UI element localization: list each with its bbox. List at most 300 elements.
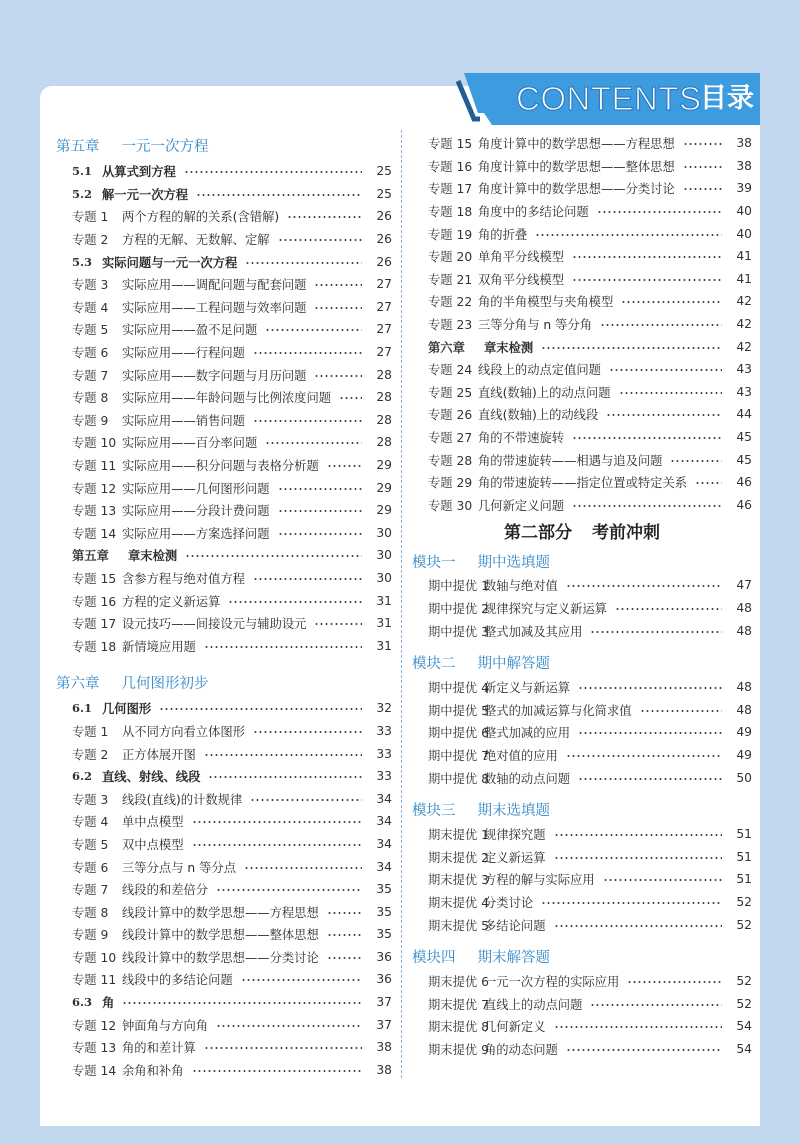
entry-number: 期末提优 7: [428, 997, 489, 1012]
entry-title: 数轴的动点问题: [484, 771, 571, 786]
page-number: 50: [736, 770, 752, 785]
entry-title: 直线上的动点问题: [484, 997, 583, 1012]
topic-entry[interactable]: [72, 318, 392, 341]
dot-leader: [314, 307, 362, 309]
dot-leader: [204, 1047, 362, 1049]
topic-entry[interactable]: [428, 992, 752, 1015]
entry-title: 分类讨论: [484, 895, 534, 910]
entry-title: 实际应用——盈不足问题: [122, 323, 258, 338]
entry-number: 专题 8: [72, 905, 109, 920]
page-number: 30: [376, 548, 392, 563]
topic-entry[interactable]: [72, 634, 392, 657]
dot-leader: [554, 834, 723, 836]
entry-number: 专题 6: [72, 346, 109, 361]
page-number: 38: [736, 136, 752, 151]
dot-leader: [327, 934, 362, 936]
section-entry[interactable]: [72, 250, 392, 273]
entry-title: 数轴与绝对值: [484, 579, 558, 594]
dot-leader: [541, 902, 722, 904]
page-number: 40: [736, 204, 752, 219]
section-entry[interactable]: [72, 765, 392, 788]
section-entry[interactable]: [72, 991, 392, 1014]
entry-title: 角的带速旋转——指定位置或特定关系: [478, 476, 688, 491]
page-number: 49: [736, 725, 752, 740]
entry-title: 解一元一次方程: [102, 187, 189, 202]
dot-leader: [287, 216, 362, 218]
entry-title: 两个方程的解的关系(含错解): [122, 210, 280, 225]
contents-header-tab: [456, 73, 760, 125]
page-number: 42: [736, 339, 752, 354]
dot-leader: [683, 143, 722, 145]
dot-leader: [554, 925, 723, 927]
chapter-test-entry[interactable]: [428, 335, 752, 358]
entry-title: 实际应用——方案选择问题: [122, 526, 270, 541]
entry-title: 整式加减及其应用: [484, 624, 583, 639]
topic-entry[interactable]: [72, 1013, 392, 1036]
entry-number: 专题 14: [72, 526, 117, 541]
module-heading[interactable]: [412, 652, 752, 674]
page-number: 41: [736, 249, 752, 264]
entry-number: 期末提优 5: [428, 918, 489, 933]
chapter-title: 几何图形初步: [121, 675, 209, 692]
dot-leader: [683, 188, 722, 190]
topic-entry[interactable]: [428, 913, 752, 936]
topic-entry[interactable]: [428, 200, 752, 223]
dot-leader: [578, 732, 722, 734]
page-number: 29: [376, 458, 392, 473]
topic-entry[interactable]: [72, 787, 392, 810]
topic-entry[interactable]: [428, 698, 752, 721]
entry-title: 实际应用——积分问题与表格分析题: [122, 459, 319, 474]
page-number: 52: [736, 917, 752, 932]
dot-leader: [578, 778, 722, 780]
entry-number: 期中提优 7: [428, 748, 489, 763]
entry-title: 角的不带速旋转: [478, 431, 565, 446]
entry-number: 专题 23: [428, 318, 473, 333]
entry-number: 专题 5: [72, 837, 109, 852]
dot-leader: [554, 1026, 723, 1028]
entry-number: 5.3: [72, 254, 93, 269]
entry-number: 专题 26: [428, 408, 473, 423]
topic-entry[interactable]: [428, 766, 752, 789]
entry-title: 规律探究题: [484, 828, 546, 843]
entry-title: 角度计算中的数学思想——分类讨论: [478, 182, 675, 197]
topic-entry[interactable]: [428, 403, 752, 426]
page-number: 28: [376, 367, 392, 382]
page-number: 34: [376, 814, 392, 829]
dot-leader: [159, 708, 362, 710]
page-number: 29: [376, 503, 392, 518]
dot-leader: [621, 301, 722, 303]
topic-entry[interactable]: [72, 968, 392, 991]
module-heading[interactable]: [412, 946, 752, 968]
module-title: 期中解答题: [477, 656, 550, 673]
section-entry[interactable]: [72, 183, 392, 206]
page-number: 48: [736, 702, 752, 717]
module-entries: [412, 823, 752, 936]
entry-number: 期末提优 6: [428, 975, 489, 990]
dot-leader: [184, 171, 362, 173]
topic-entry[interactable]: [72, 386, 392, 409]
topic-entry[interactable]: [72, 833, 392, 856]
page-number: 30: [376, 570, 392, 585]
topic-entry[interactable]: [428, 970, 752, 993]
entry-title: 几何新定义: [484, 1020, 546, 1035]
topic-entry[interactable]: [428, 868, 752, 891]
page-number: 29: [376, 480, 392, 495]
topic-entry[interactable]: [72, 431, 392, 454]
entry-number: 期末提优 8: [428, 1020, 489, 1035]
entry-title: 从算式到方程: [102, 165, 176, 180]
dot-leader: [695, 482, 722, 484]
entry-title: 单中点模型: [122, 815, 184, 830]
topic-entry[interactable]: [428, 177, 752, 200]
page-number: 36: [376, 972, 392, 987]
page-number: 44: [736, 407, 752, 422]
entry-number: 期末提优 4: [428, 895, 489, 910]
topic-entry[interactable]: [72, 612, 392, 635]
entry-number: 6.3: [72, 995, 93, 1010]
topic-entry[interactable]: [428, 155, 752, 178]
page-number: 42: [736, 317, 752, 332]
topic-entry[interactable]: [428, 448, 752, 471]
entry-number: 期中提优 5: [428, 703, 489, 718]
entry-title: 线段计算中的数学思想——整体思想: [122, 928, 319, 943]
entry-title: 实际应用——调配问题与配套问题: [122, 278, 307, 293]
topic-entry[interactable]: [428, 574, 752, 597]
topic-entry[interactable]: [72, 1036, 392, 1059]
chapter-5-heading[interactable]: [56, 134, 392, 156]
page-number: 36: [376, 949, 392, 964]
entry-title: 直线(数轴)上的动线段: [478, 408, 599, 423]
page-number: 48: [736, 600, 752, 615]
topic-entry[interactable]: [428, 471, 752, 494]
topic-entry[interactable]: [72, 742, 392, 765]
entry-number: 专题 3: [72, 278, 109, 293]
page-number: 28: [376, 412, 392, 427]
section-entry[interactable]: [72, 697, 392, 720]
chapter-title: 一元一次方程: [121, 138, 209, 155]
entry-number: 期中提优 4: [428, 681, 489, 696]
dot-leader: [253, 731, 362, 733]
entry-title: 线段计算中的数学思想——分类讨论: [122, 950, 319, 965]
dot-leader: [327, 912, 362, 914]
entry-title: 双中点模型: [122, 837, 184, 852]
topic-entry[interactable]: [72, 923, 392, 946]
entry-title: 方程的定义新运算: [122, 594, 221, 609]
dot-leader: [241, 979, 362, 981]
entry-number: 专题 30: [428, 498, 473, 513]
topic-entry[interactable]: [72, 720, 392, 743]
topic-entry[interactable]: [72, 454, 392, 477]
chapter-number: 第五章: [56, 138, 100, 155]
entry-number: 专题 4: [72, 300, 109, 315]
entry-number: 期末提优 3: [428, 873, 489, 888]
topic-entry[interactable]: [72, 855, 392, 878]
entry-title: 实际应用——年龄问题与比例浓度问题: [122, 391, 332, 406]
entry-number: 专题 13: [72, 504, 117, 519]
entry-number: 第六章: [428, 340, 465, 355]
topic-entry[interactable]: [428, 313, 752, 336]
dot-leader: [278, 533, 362, 535]
page-number: 48: [736, 680, 752, 695]
page-number: 26: [376, 254, 392, 269]
topic-entry[interactable]: [428, 290, 752, 313]
entry-number: 期末提优 2: [428, 850, 489, 865]
entry-number: 专题 22: [428, 295, 473, 310]
entry-number: 专题 11: [72, 973, 117, 988]
section-entry[interactable]: [72, 160, 392, 183]
topic-entry[interactable]: [428, 721, 752, 744]
module-title: 期末解答题: [477, 950, 550, 967]
dot-leader: [541, 347, 722, 349]
topic-entry[interactable]: [428, 891, 752, 914]
page-number: 28: [376, 390, 392, 405]
entry-title: 章末检测: [484, 340, 534, 355]
entry-title: 规律探究与定义新运算: [484, 601, 607, 616]
dot-leader: [192, 844, 363, 846]
topic-entry[interactable]: [428, 823, 752, 846]
entry-title: 角的带速旋转——相遇与追及问题: [478, 453, 663, 468]
entry-number: 专题 15: [72, 571, 117, 586]
entry-number: 6.2: [72, 769, 93, 784]
dot-leader: [250, 799, 362, 801]
entry-number: 期中提优 1: [428, 579, 489, 594]
chapter-5-entries: [56, 160, 392, 657]
page-number: 27: [376, 345, 392, 360]
entry-number: 专题 5: [72, 323, 109, 338]
entry-title: 章末检测: [128, 549, 178, 564]
page-number: 45: [736, 430, 752, 445]
page-number: 27: [376, 277, 392, 292]
topic-entry[interactable]: [72, 363, 392, 386]
chapter-test-entry[interactable]: [72, 544, 392, 567]
page-number: 54: [736, 1019, 752, 1034]
entry-number: 专题 24: [428, 363, 473, 378]
page-number: 38: [736, 158, 752, 173]
dot-leader: [192, 1070, 363, 1072]
dot-leader: [204, 646, 362, 648]
dot-leader: [615, 608, 722, 610]
topic-entry[interactable]: [72, 476, 392, 499]
entry-title: 几何图形: [102, 702, 152, 717]
entry-title: 实际应用——分段计费问题: [122, 504, 270, 519]
chapter-6-continued-entries: [412, 132, 752, 516]
module-number: 模块二: [412, 656, 456, 673]
dot-leader: [566, 1049, 722, 1051]
dot-leader: [253, 420, 362, 422]
entry-number: 专题 9: [72, 413, 109, 428]
dot-leader: [339, 397, 362, 399]
entry-title: 实际问题与一元一次方程: [102, 255, 238, 270]
entry-number: 专题 18: [428, 205, 473, 220]
part-title: 考前冲刺: [591, 523, 660, 544]
dot-leader: [122, 1002, 362, 1004]
entry-number: 专题 7: [72, 883, 109, 898]
topic-entry[interactable]: [72, 522, 392, 545]
chapter-6-heading[interactable]: [56, 671, 392, 693]
entry-title: 定义新运算: [484, 850, 546, 865]
entry-number: 专题 12: [72, 1018, 117, 1033]
page-number: 35: [376, 904, 392, 919]
module-entries: [412, 970, 752, 1060]
entry-title: 余角和补角: [122, 1063, 184, 1078]
entry-number: 专题 8: [72, 391, 109, 406]
dot-leader: [244, 867, 362, 869]
entry-number: 专题 2: [72, 233, 109, 248]
page-number: 39: [736, 181, 752, 196]
page-number: 34: [376, 859, 392, 874]
entry-title: 线段上的动点定值问题: [478, 363, 601, 378]
dot-leader: [670, 460, 722, 462]
entry-number: 专题 11: [72, 459, 117, 474]
page-number: 37: [376, 1017, 392, 1032]
topic-entry[interactable]: [72, 946, 392, 969]
entry-number: 专题 29: [428, 476, 473, 491]
dot-leader: [314, 623, 362, 625]
topic-entry[interactable]: [72, 878, 392, 901]
topic-entry[interactable]: [428, 1015, 752, 1038]
topic-entry[interactable]: [72, 205, 392, 228]
module-list: [412, 550, 752, 1060]
topic-entry[interactable]: [72, 900, 392, 923]
topic-entry[interactable]: [428, 744, 752, 767]
page-number: 52: [736, 894, 752, 909]
page-number: 32: [376, 701, 392, 716]
page-number: 35: [376, 927, 392, 942]
module-title: 期末选填题: [477, 803, 550, 820]
entry-number: 专题 27: [428, 431, 473, 446]
entry-title: 方程的解与实际应用: [484, 873, 595, 888]
entry-title: 绝对值的应用: [484, 748, 558, 763]
entry-number: 专题 10: [72, 950, 117, 965]
topic-entry[interactable]: [428, 494, 752, 517]
dot-leader: [609, 369, 722, 371]
module-title: 期中选填题: [477, 554, 550, 571]
page-number: 27: [376, 299, 392, 314]
dot-leader: [278, 488, 362, 490]
module-heading[interactable]: [412, 550, 752, 572]
topic-entry[interactable]: [428, 426, 752, 449]
dot-leader: [572, 505, 722, 507]
topic-entry[interactable]: [72, 567, 392, 590]
topic-entry[interactable]: [72, 499, 392, 522]
topic-entry[interactable]: [428, 597, 752, 620]
topic-entry[interactable]: [72, 409, 392, 432]
dot-leader: [196, 194, 362, 196]
dot-leader: [265, 329, 362, 331]
topic-entry[interactable]: [72, 228, 392, 251]
entry-title: 方程的无解、无数解、定解: [122, 233, 270, 248]
topic-entry[interactable]: [72, 273, 392, 296]
topic-entry[interactable]: [72, 296, 392, 319]
entry-title: 一元一次方程的实际应用: [484, 975, 620, 990]
topic-entry[interactable]: [428, 222, 752, 245]
entry-title: 单角平分线模型: [478, 250, 565, 265]
page-number: 46: [736, 497, 752, 512]
page-number: 38: [376, 1062, 392, 1077]
topic-entry[interactable]: [428, 268, 752, 291]
topic-entry[interactable]: [428, 676, 752, 699]
entry-number: 专题 20: [428, 250, 473, 265]
topic-entry[interactable]: [72, 341, 392, 364]
dot-leader: [535, 234, 722, 236]
entry-number: 专题 3: [72, 792, 109, 807]
topic-entry[interactable]: [428, 845, 752, 868]
entry-title: 角度计算中的数学思想——整体思想: [478, 159, 675, 174]
dot-leader: [603, 879, 722, 881]
entry-number: 期中提优 3: [428, 624, 489, 639]
topic-entry[interactable]: [428, 381, 752, 404]
topic-entry[interactable]: [428, 245, 752, 268]
page-number: 42: [736, 294, 752, 309]
topic-entry[interactable]: [428, 1038, 752, 1061]
topic-entry[interactable]: [428, 132, 752, 155]
page-number: 31: [376, 638, 392, 653]
entry-number: 专题 4: [72, 815, 109, 830]
page-number: 31: [376, 616, 392, 631]
entry-title: 直线、射线、线段: [102, 770, 201, 785]
page-number: 31: [376, 593, 392, 608]
entry-number: 专题 17: [428, 182, 473, 197]
dot-leader: [327, 957, 362, 959]
dot-leader: [572, 437, 722, 439]
page-number: 48: [736, 623, 752, 638]
page-number: 33: [376, 723, 392, 738]
topic-entry[interactable]: [428, 358, 752, 381]
page-number: 33: [376, 769, 392, 784]
topic-entry[interactable]: [72, 1059, 392, 1082]
dot-leader: [590, 1004, 722, 1006]
entry-number: 专题 28: [428, 453, 473, 468]
entry-number: 专题 9: [72, 928, 109, 943]
dot-leader: [600, 324, 722, 326]
topic-entry[interactable]: [72, 810, 392, 833]
entry-number: 期末提优 9: [428, 1042, 489, 1057]
entry-title: 钟面角与方向角: [122, 1018, 209, 1033]
entry-number: 期末提优 1: [428, 828, 489, 843]
module-heading[interactable]: [412, 799, 752, 821]
entry-title: 三等分角与 n 等分角: [478, 318, 592, 333]
entry-title: 从不同方向看立体图形: [122, 724, 245, 739]
dot-leader: [578, 687, 722, 689]
entry-number: 专题 12: [72, 481, 117, 496]
entry-title: 角: [102, 996, 115, 1011]
topic-entry[interactable]: [72, 589, 392, 612]
module-entries: [412, 574, 752, 642]
dot-leader: [683, 166, 722, 168]
entry-number: 第五章: [72, 549, 109, 564]
page-number: 37: [376, 995, 392, 1010]
page-number: 49: [736, 747, 752, 762]
dot-leader: [627, 981, 722, 983]
page-number: 26: [376, 232, 392, 247]
dot-leader: [245, 262, 362, 264]
page-number: 35: [376, 882, 392, 897]
entry-title: 直线(数轴)上的动点问题: [478, 385, 611, 400]
entry-title: 角的半角模型与夹角模型: [478, 295, 614, 310]
dot-leader: [216, 1025, 362, 1027]
dot-leader: [566, 755, 722, 757]
entry-title: 新定义与新运算: [484, 681, 571, 696]
entry-number: 专题 17: [72, 617, 117, 632]
toc-right-column: [412, 132, 752, 1060]
page-number: 52: [736, 996, 752, 1011]
dot-leader: [606, 414, 722, 416]
part-2-heading[interactable]: [412, 518, 752, 548]
topic-entry[interactable]: [428, 619, 752, 642]
page-number: 43: [736, 384, 752, 399]
